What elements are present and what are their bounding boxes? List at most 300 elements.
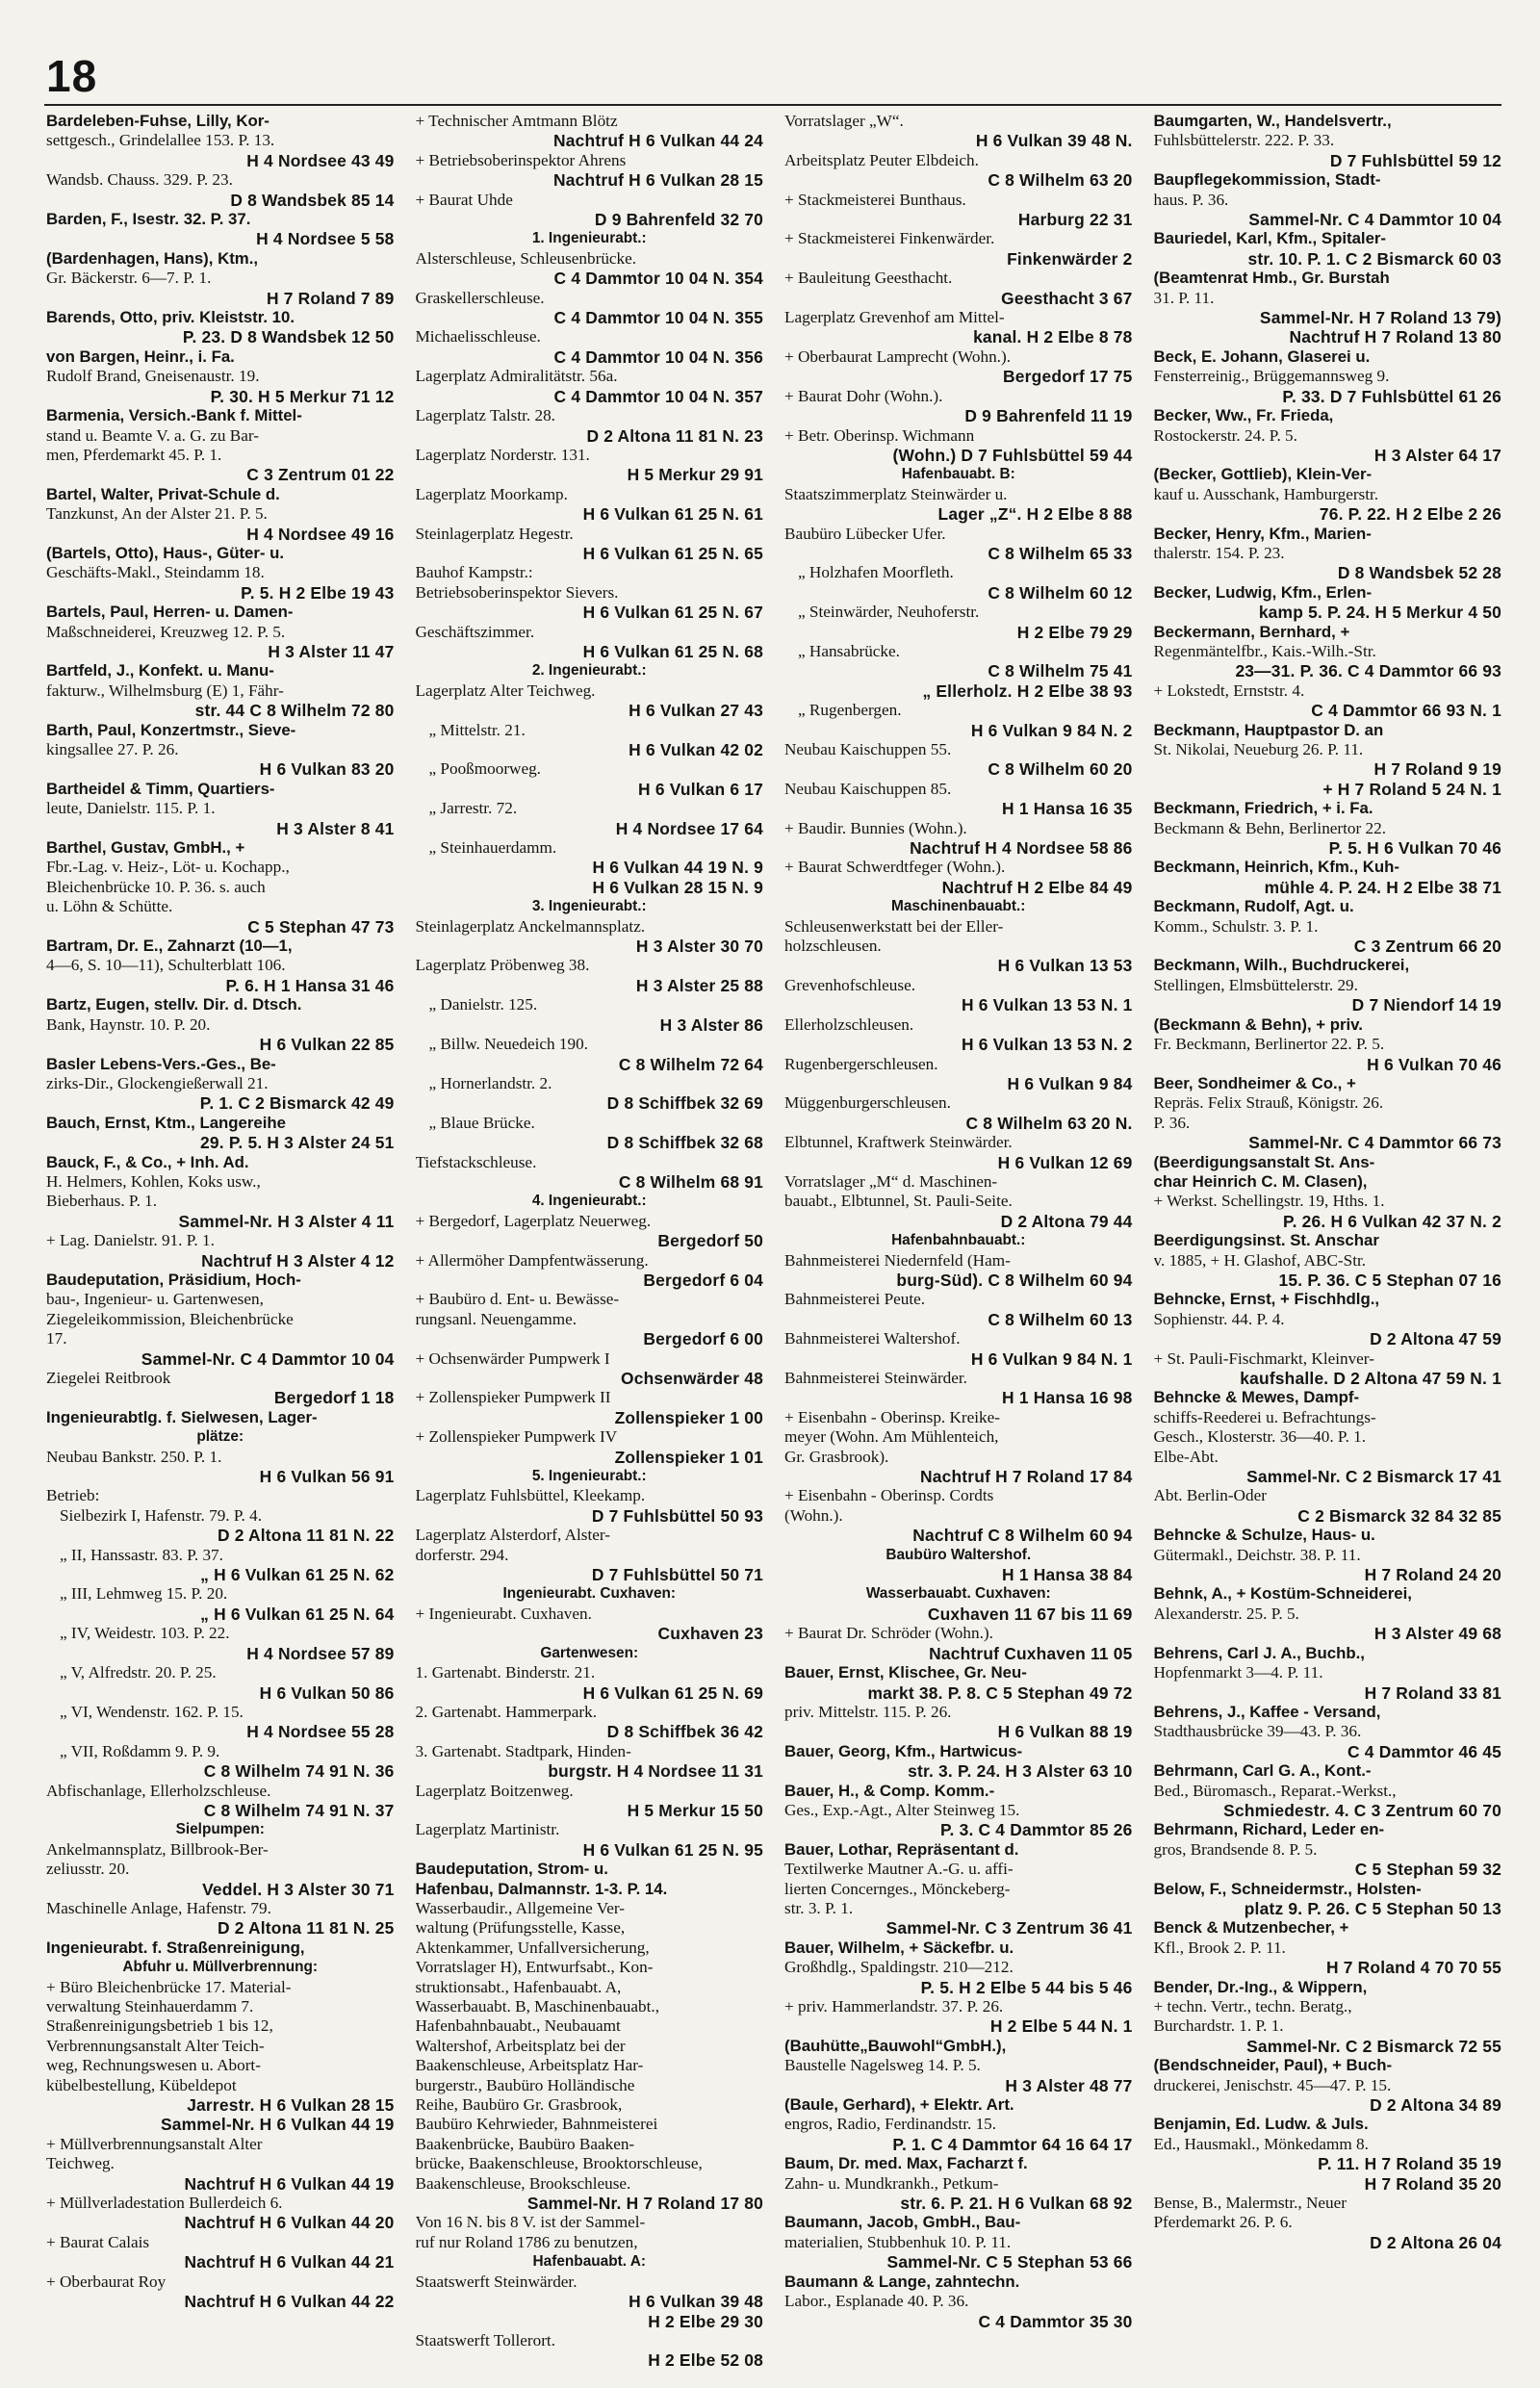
entry-heading: Beckmann, Wilh., Buchdruckerei,	[1153, 956, 1410, 975]
entry-line: + St. Pauli-Fischmarkt, Kleinver-	[1153, 1348, 1374, 1368]
phone-number: H 6 Vulkan 39 48	[629, 2292, 763, 2312]
phone-number: H 6 Vulkan 61 25 N. 65	[582, 543, 763, 563]
phone-number: C 5 Stephan 47 73	[247, 916, 395, 937]
entry-heading: Beck, E. Johann, Glaserei u.	[1153, 347, 1371, 366]
phone-number: H 6 Vulkan 13 53	[997, 956, 1133, 976]
entry-line: Beckmann & Behn, Berlinertor 22.	[1153, 818, 1387, 837]
entry-heading: Barmenia, Versich.-Bank f. Mittel-	[46, 406, 302, 425]
entry-line: Alexanderstr. 25. P. 5.	[1153, 1604, 1299, 1623]
entry-line: Ziegelei Reitbrook	[46, 1369, 171, 1387]
phone-number: Veddel. H 3 Alster 30 71	[202, 1879, 395, 1899]
entry-line: Tanzkunst, An der Alster 21. P. 5.	[46, 504, 268, 524]
entry-line: Graskellerschleuse.	[415, 288, 545, 307]
entry-heading: Basler Lebens-Vers.-Ges., Be-	[46, 1054, 276, 1073]
phone-number: Nachtruf H 7 Roland 13 80	[1289, 327, 1502, 347]
section-heading: 4. Ingenieurabt.:	[531, 1193, 647, 1210]
entry-line: Müggenburgerschleusen.	[784, 1093, 951, 1113]
entry-heading: Beer, Sondheimer & Co., +	[1153, 1073, 1356, 1092]
entry-line: materialien, Stubbenhuk 10. P. 11.	[784, 2232, 1012, 2251]
phone-number: C 8 Wilhelm 72 64	[618, 1054, 763, 1074]
entry-line: + Büro Bleichenbrücke 17. Material-	[46, 1977, 292, 1996]
entry-heading: char Heinrich C. M. Clasen),	[1153, 1171, 1368, 1191]
phone-number: H 4 Nordsee 5 58	[256, 229, 395, 249]
phone-number: Nachtruf H 6 Vulkan 44 19	[184, 2173, 395, 2194]
entry-heading: Ingenieurabtlg. f. Sielwesen, Lager-	[46, 1407, 318, 1426]
entry-line: Ankelmannsplatz, Billbrook-Ber-	[46, 1839, 269, 1859]
entry-line: Regenmäntelfbr., Kais.-Wilh.-Str.	[1153, 641, 1376, 660]
entry-line: + Stackmeisterei Bunthaus.	[784, 190, 966, 209]
entry-line: + Eisenbahn - Oberinsp. Cordts	[784, 1486, 994, 1505]
phone-number: H 4 Nordsee 17 64	[615, 818, 763, 838]
entry-line: Rostockerstr. 24. P. 5.	[1153, 425, 1297, 445]
entry-line: Gesch., Klosterstr. 36—40. P. 1.	[1153, 1427, 1367, 1447]
phone-number: Sammel-Nr. C 4 Dammtor 10 04	[141, 1348, 395, 1369]
entry-line: „ VII, Roßdamm 9. P. 9.	[60, 1741, 220, 1760]
entry-line: Rudolf Brand, Gneisenaustr. 19.	[46, 367, 260, 386]
entry-line: + Betr. Oberinsp. Wichmann	[784, 425, 975, 445]
entry-heading: Below, F., Schneidermstr., Holsten-	[1153, 1879, 1422, 1898]
phone-number: H 5 Merkur 15 50	[627, 1800, 763, 1820]
phone-number: Zollenspieker 1 00	[614, 1407, 763, 1427]
entry-line: Bahnmeisterei Waltershof.	[784, 1329, 961, 1348]
entry-line: Bense, B., Malermstr., Neuer	[1153, 2194, 1347, 2213]
phone-number: Nachtruf H 6 Vulkan 44 21	[184, 2252, 395, 2272]
column-3	[784, 112, 1133, 2374]
section-heading: plätze:	[196, 1428, 244, 1446]
entry-line: Teichweg.	[46, 2154, 115, 2173]
entry-line: + Oberbaurat Lamprecht (Wohn.).	[784, 347, 1011, 366]
entry-heading: Bauer, Wilhelm, + Säckefbr. u.	[784, 1938, 1014, 1957]
section-heading: Wasserbauabt. Cuxhaven:	[865, 1585, 1051, 1603]
phone-number: Bergedorf 6 00	[643, 1329, 763, 1349]
column-2	[416, 112, 764, 2374]
entry-line: Steinlagerplatz Anckelmannsplatz.	[415, 916, 646, 936]
section-heading: Abfuhr u. Müllverbrennung:	[122, 1959, 319, 1976]
entry-line: Baakenschleuse, Brookschleuse.	[415, 2173, 631, 2193]
phone-number: H 4 Nordsee 57 89	[246, 1643, 395, 1663]
phone-number: str. 3. P. 24. H 3 Alster 63 10	[908, 1761, 1133, 1782]
entry-heading: Bender, Dr.-Ing., & Wippern,	[1153, 1977, 1368, 1996]
entry-line: meyer (Wohn. Am Mühlenteich,	[784, 1427, 999, 1447]
phone-number: H 7 Roland 24 20	[1364, 1565, 1502, 1585]
entry-line: Lagerplatz Boitzenweg.	[415, 1781, 574, 1800]
section-heading: Hafenbauabt. B:	[901, 466, 1015, 483]
entry-line: + Ingenieurabt. Cuxhaven.	[415, 1604, 592, 1623]
entry-heading: Barden, F., Isestr. 32. P. 37.	[46, 210, 251, 229]
entry-line: Abfischanlage, Ellerholzschleuse.	[46, 1781, 271, 1800]
phone-number: H 6 Vulkan 61 25 N. 95	[582, 1839, 763, 1860]
entry-line: + Müllverbrennungsanstalt Alter	[46, 2134, 263, 2153]
phone-number: C 4 Dammtor 10 04 N. 357	[553, 386, 763, 406]
entry-heading: Bauer, H., & Comp. Komm.-	[784, 1781, 995, 1800]
entry-heading: (Bendschneider, Paul), + Buch-	[1153, 2056, 1393, 2075]
entry-line: fakturw., Wilhelmsburg (E) 1, Fähr-	[46, 680, 284, 700]
section-heading: Maschinenbauabt.:	[891, 898, 1026, 915]
entry-line: holzschleusen.	[784, 937, 882, 956]
entry-line: druckerei, Jenischstr. 45—47. P. 15.	[1153, 2075, 1392, 2094]
entry-line: „ Steinwärder, Neuhoferstr.	[798, 603, 980, 622]
entry-line: 3. Gartenabt. Stadtpark, Hinden-	[415, 1741, 631, 1760]
entry-line: Lagerplatz Admiralitätstr. 56a.	[415, 367, 618, 386]
section-heading: 5. Ingenieurabt.:	[531, 1468, 647, 1485]
phone-number: C 8 Wilhelm 65 33	[988, 543, 1133, 563]
entry-line: Komm., Schulstr. 3. P. 1.	[1153, 916, 1319, 936]
entry-line: „ Jarrestr. 72.	[428, 799, 518, 818]
phone-number: Sammel-Nr. H 3 Alster 4 11	[178, 1211, 395, 1231]
entry-line: Staatswerft Tollerort.	[415, 2330, 555, 2349]
entry-line: Lagerplatz Pröbenweg 38.	[415, 956, 590, 975]
phone-number: H 6 Vulkan 61 25 N. 67	[582, 603, 763, 623]
phone-number: D 7 Fuhlsbüttel 50 93	[591, 1505, 763, 1526]
phone-number: H 2 Elbe 5 44 N. 1	[989, 2016, 1133, 2037]
entry-line: Ges., Exp.-Agt., Alter Steinweg 15.	[784, 1800, 1020, 1819]
entry-line: brücke, Baakenschleuse, Brooktorschleuse,	[415, 2154, 703, 2173]
entry-line: „ Blaue Brücke.	[428, 1113, 535, 1132]
entry-line: gros, Brandsende 8. P. 5.	[1153, 1839, 1318, 1859]
entry-heading: Ingenieurabt. f. Straßenreinigung,	[46, 1938, 305, 1957]
phone-number: Sammel-Nr. C 4 Dammtor 66 73	[1248, 1133, 1502, 1153]
entry-line: „ Pooßmoorweg.	[428, 759, 541, 779]
phone-number: kamp 5. P. 24. H 5 Merkur 4 50	[1258, 603, 1502, 623]
phone-number: D 2 Altona 11 81 N. 23	[586, 425, 763, 446]
phone-number: Nachtruf H 2 Elbe 84 49	[941, 877, 1133, 897]
entry-heading: Bauriedel, Karl, Kfm., Spitaler-	[1153, 229, 1387, 248]
entry-line: Pferdemarkt 26. P. 6.	[1153, 2213, 1293, 2232]
entry-line: Ed., Hausmakl., Mönkedamm 8.	[1153, 2134, 1369, 2153]
entry-line: Arbeitsplatz Peuter Elbdeich.	[784, 150, 979, 169]
entry-line: Lagerplatz Alsterdorf, Alster-	[415, 1526, 610, 1545]
phone-number: Nachtruf H 6 Vulkan 44 20	[184, 2213, 395, 2233]
phone-number: C 8 Wilhelm 75 41	[988, 661, 1133, 681]
section-heading: 3. Ingenieurabt.:	[531, 898, 647, 915]
entry-line: Betrieb:	[46, 1486, 100, 1505]
entry-line: „ IV, Weidestr. 103. P. 22.	[60, 1624, 230, 1643]
entry-line: Maschinelle Anlage, Hafenstr. 79.	[46, 1898, 271, 1917]
phone-number: D 2 Altona 26 04	[1370, 2232, 1502, 2252]
section-heading: Sielpumpen:	[175, 1821, 265, 1838]
entry-line: 1. Gartenabt. Binderstr. 21.	[415, 1663, 596, 1682]
entry-line: Bieberhaus. P. 1.	[46, 1192, 158, 1211]
entry-heading: Bartfeld, J., Konfekt. u. Manu-	[46, 661, 274, 680]
entry-line: „ Holzhafen Moorfleth.	[798, 563, 954, 582]
phone-number: D 2 Altona 34 89	[1370, 2095, 1502, 2116]
entry-heading: Bauck, F., & Co., + Inh. Ad.	[46, 1152, 249, 1171]
entry-heading: (Beerdigungsanstalt St. Ans-	[1153, 1152, 1375, 1171]
phone-number: D 8 Schiffbek 36 42	[606, 1722, 763, 1742]
phone-number: H 6 Vulkan 13 53 N. 2	[961, 1035, 1133, 1055]
entry-line: + Baudir. Bunnies (Wohn.).	[784, 818, 967, 837]
entry-line: settgesch., Grindelallee 153. P. 13.	[46, 131, 275, 150]
phone-number: D 8 Schiffbek 32 68	[606, 1133, 763, 1153]
entry-line: Baubüro Kehrwieder, Bahnmeisterei	[415, 2115, 658, 2134]
entry-heading: Baumann, Jacob, GmbH., Bau-	[784, 2213, 1021, 2232]
entry-line: + Baurat Dr. Schröder (Wohn.).	[784, 1624, 993, 1643]
phone-number: D 8 Wandsbek 85 14	[230, 190, 395, 210]
entry-heading: Beckmann, Hauptpastor D. an	[1153, 720, 1384, 739]
phone-number: H 6 Vulkan 61 25 N. 69	[582, 1682, 763, 1703]
entry-heading: Becker, Henry, Kfm., Marien-	[1153, 524, 1372, 543]
entry-heading: Beerdigungsinst. St. Anschar	[1153, 1231, 1379, 1250]
entry-line: Bahnmeisterei Peute.	[784, 1290, 926, 1309]
header-rule	[44, 104, 1502, 106]
phone-number: Zollenspieker 1 01	[614, 1447, 763, 1467]
entry-line: Stellingen, Elmsbüttelerstr. 29.	[1153, 975, 1358, 994]
entry-line: Grevenhofschleuse.	[784, 975, 916, 994]
column-1	[46, 112, 395, 2374]
entry-line: + Allermöher Dampfentwässerung.	[415, 1250, 649, 1270]
entry-heading: (Bauhütte„Bauwohl“GmbH.),	[784, 2036, 1007, 2055]
phone-number: H 6 Vulkan 61 25 N. 61	[582, 504, 763, 525]
phone-number: D 7 Fuhlsbüttel 59 12	[1329, 150, 1502, 170]
phone-number: C 4 Dammtor 35 30	[978, 2311, 1133, 2331]
entry-line: Wandsb. Chauss. 329. P. 23.	[46, 170, 233, 190]
entry-line: „ Rugenbergen.	[798, 701, 902, 720]
entry-line: zirks-Dir., Glockengießerwall 21.	[46, 1073, 269, 1092]
phone-number: Nachtruf H 6 Vulkan 44 22	[184, 2292, 395, 2312]
phone-number: markt 38. P. 8. C 5 Stephan 49 72	[867, 1682, 1133, 1703]
entry-line: Kfl., Brook 2. P. 11.	[1153, 1938, 1286, 1957]
phone-number: H 3 Alster 48 77	[1005, 2075, 1133, 2095]
entry-line: bau-, Ingenieur- u. Gartenwesen,	[46, 1290, 264, 1309]
entry-line: Elbtunnel, Kraftwerk Steinwärder.	[784, 1133, 1013, 1152]
phone-number: H 6 Vulkan 27 43	[629, 701, 763, 721]
phone-number: H 6 Vulkan 12 69	[997, 1152, 1133, 1172]
phone-number: D 9 Bahrenfeld 32 70	[594, 210, 763, 230]
phone-number: kaufshalle. D 2 Altona 47 59 N. 1	[1240, 1369, 1502, 1388]
entry-line: + priv. Hammerlandstr. 37. P. 26.	[784, 1997, 1004, 2016]
phone-number: C 4 Dammtor 46 45	[1348, 1741, 1502, 1761]
phone-number: H 1 Hansa 16 98	[1002, 1388, 1133, 1408]
section-heading: 2. Ingenieurabt.:	[531, 662, 647, 680]
phone-number: H 7 Roland 9 19	[1373, 759, 1502, 780]
phone-number: H 6 Vulkan 42 02	[629, 740, 763, 759]
entry-line: P. 36.	[1153, 1113, 1191, 1132]
phone-number: Nachtruf H 4 Nordsee 58 86	[910, 838, 1133, 859]
phone-number: Nachtruf H 7 Roland 17 84	[919, 1467, 1133, 1487]
phone-number: Bergedorf 6 04	[643, 1270, 763, 1290]
phone-number: Sammel-Nr. C 5 Stephan 53 66	[886, 2252, 1133, 2272]
entry-line: Neubau Kaischuppen 55.	[784, 740, 952, 758]
entry-heading: Bartz, Eugen, stellv. Dir. d. Dtsch.	[46, 995, 302, 1014]
phone-number: C 8 Wilhelm 60 20	[988, 759, 1133, 780]
entry-heading: Behrmann, Richard, Leder en-	[1153, 1820, 1385, 1839]
entry-line: + Technischer Amtmann Blötz	[415, 112, 618, 130]
phone-number: Bergedorf 1 18	[273, 1388, 395, 1408]
entry-heading: Behrens, J., Kaffee - Versand,	[1153, 1702, 1381, 1721]
phone-number: C 8 Wilhelm 60 12	[988, 582, 1133, 603]
section-heading: 1. Ingenieurabt.:	[531, 230, 647, 247]
entry-line: weg, Rechnungswesen u. Abort-	[46, 2056, 261, 2075]
entry-heading: (Baule, Gerhard), + Elektr. Art.	[784, 2095, 1014, 2115]
entry-heading: Bartheidel & Timm, Quartiers-	[46, 779, 275, 798]
phone-number: Bergedorf 17 75	[1003, 367, 1133, 387]
entry-heading: Benjamin, Ed. Ludw. & Juls.	[1153, 2115, 1369, 2134]
entry-heading: Becker, Ludwig, Kfm., Erlen-	[1153, 582, 1373, 602]
phone-number: 29. P. 5. H 3 Alster 24 51	[200, 1133, 395, 1153]
phone-number: H 6 Vulkan 50 86	[259, 1682, 395, 1703]
phone-number: C 8 Wilhelm 63 20 N.	[965, 1113, 1133, 1133]
entry-heading: Bauer, Georg, Kfm., Hartwicus-	[784, 1741, 1023, 1760]
phone-number: P. 6. H 1 Hansa 31 46	[225, 975, 395, 995]
entry-line: Wasserbauabt. B, Maschinenbauabt.,	[415, 1997, 659, 2016]
entry-heading: (Becker, Gottlieb), Klein-Ver-	[1153, 465, 1373, 484]
entry-heading: (Beamtenrat Hmb., Gr. Burstah	[1153, 269, 1390, 288]
entry-line: Textilwerke Mautner A.-G. u. affi-	[784, 1860, 1014, 1879]
entry-line: thalerstr. 154. P. 23.	[1153, 543, 1285, 562]
entry-line: rungsanl. Neuengamme.	[415, 1309, 578, 1328]
entry-line: Lagerplatz Martinistr.	[415, 1820, 560, 1839]
entry-heading: Baudeputation, Strom- u.	[415, 1860, 608, 1879]
entry-line: 31. P. 11.	[1153, 288, 1215, 307]
section-heading: Hafenbahnbauabt.:	[891, 1232, 1026, 1249]
phone-number: Bergedorf 50	[657, 1231, 763, 1251]
phone-number: H 6 Vulkan 22 85	[259, 1035, 395, 1055]
phone-number: C 8 Wilhelm 68 91	[618, 1171, 763, 1192]
entry-line: Geschäfts-Makl., Steindamm 18.	[46, 563, 265, 582]
entry-line: verwaltung Steinhauerdamm 7.	[46, 1997, 254, 2016]
entry-line: priv. Mittelstr. 115. P. 26.	[784, 1702, 952, 1721]
phone-number: Nachtruf H 3 Alster 4 12	[201, 1250, 395, 1271]
phone-number: Nachtruf C 8 Wilhelm 60 94	[912, 1526, 1133, 1546]
phone-number: + H 7 Roland 5 24 N. 1	[1322, 779, 1502, 799]
entry-line: Michaelisschleuse.	[415, 327, 541, 347]
entry-line: Baustelle Nagelsweg 14. P. 5.	[784, 2056, 981, 2075]
entry-line: + Lokstedt, Ernststr. 4.	[1153, 680, 1305, 700]
entry-line: Maßschneiderei, Kreuzweg 12. P. 5.	[46, 622, 286, 641]
phone-number: H 3 Alster 8 41	[276, 818, 395, 838]
phone-number: Nachtruf H 6 Vulkan 28 15	[553, 170, 763, 191]
entry-line: „ Hornerlandstr. 2.	[428, 1073, 552, 1092]
entry-line: St. Nikolai, Neueburg 26. P. 11.	[1153, 740, 1364, 758]
entry-line: + Zollenspieker Pumpwerk IV	[415, 1427, 618, 1447]
entry-line: Hopfenmarkt 3—4. P. 11.	[1153, 1663, 1323, 1682]
entry-heading: Bauer, Lothar, Repräsentant d.	[784, 1839, 1019, 1859]
phone-number: C 4 Dammtor 10 04 N. 356	[553, 347, 763, 367]
entry-heading: Beckermann, Bernhard, +	[1153, 622, 1350, 641]
phone-number: Cuxhaven 11 67 bis 11 69	[927, 1604, 1133, 1624]
entry-line: Sielbezirk I, Hafenstr. 79. P. 4.	[60, 1505, 263, 1525]
phone-number: C 8 Wilhelm 74 91 N. 36	[203, 1761, 395, 1782]
phone-number: D 2 Altona 47 59	[1370, 1329, 1502, 1349]
entry-line: kauf u. Ausschank, Hamburgerstr.	[1153, 484, 1379, 503]
phone-number: H 5 Merkur 29 91	[627, 465, 763, 485]
phone-number: H 6 Vulkan 9 84 N. 1	[970, 1348, 1133, 1369]
entry-line: + Werkst. Schellingstr. 19, Hths. 1.	[1153, 1192, 1385, 1211]
entry-heading: (Beckmann & Behn), + priv.	[1153, 1014, 1363, 1034]
entry-line: (Wohn.).	[784, 1505, 843, 1525]
entry-heading: Beckmann, Friedrich, + i. Fa.	[1153, 799, 1373, 818]
phone-number: Sammel-Nr. C 2 Bismarck 17 41	[1246, 1467, 1502, 1487]
entry-line: Vorratslager „M“ d. Maschinen-	[784, 1171, 998, 1191]
entry-heading: Bardeleben-Fuhse, Lilly, Kor-	[46, 112, 270, 130]
entry-line: Lagerplatz Alter Teichweg.	[415, 680, 596, 700]
entry-heading: Behncke & Schulze, Haus- u.	[1153, 1526, 1375, 1545]
entry-line: „ II, Hanssastr. 83. P. 37.	[60, 1545, 223, 1564]
entry-line: Lagerplatz Moorkamp.	[415, 484, 568, 503]
entry-line: Lagerplatz Fuhlsbüttel, Kleekamp.	[415, 1486, 646, 1505]
entry-line: „ Billw. Neuedeich 190.	[428, 1035, 588, 1054]
entry-line: + Baurat Calais	[46, 2232, 150, 2251]
entry-heading: Behnk, A., + Kostüm-Schneiderei,	[1153, 1584, 1412, 1604]
entry-heading: Beckmann, Heinrich, Kfm., Kuh-	[1153, 858, 1399, 877]
entry-line: Zahn- u. Mundkrankh., Petkum-	[784, 2173, 999, 2193]
entry-line: ruf nur Roland 1786 zu benutzen,	[415, 2232, 638, 2251]
entry-line: Lagerplatz Talstr. 28.	[415, 406, 555, 425]
phone-number: H 3 Alster 64 17	[1373, 445, 1502, 465]
entry-line: Straßenreinigungsbetrieb 1 bis 12,	[46, 2016, 273, 2036]
entry-line: „ Hansabrücke.	[798, 641, 900, 660]
entry-line: Burchardstr. 1. P. 1.	[1153, 2016, 1284, 2036]
phone-number: C 4 Dammtor 10 04 N. 354	[553, 269, 763, 289]
entry-heading: Barthel, Gustav, GmbH., +	[46, 838, 245, 858]
phone-number: C 8 Wilhelm 63 20	[988, 170, 1133, 191]
entry-line: Ellerholzschleusen.	[784, 1014, 914, 1034]
phone-number: P. 5. H 6 Vulkan 70 46	[1328, 838, 1502, 859]
phone-number: „ H 6 Vulkan 61 25 N. 62	[200, 1565, 395, 1585]
entry-line: Neubau Kaischuppen 85.	[784, 779, 952, 798]
entry-line: + Müllverladestation Bullerdeich 6.	[46, 2194, 283, 2213]
entry-line: + Ochsenwärder Pumpwerk I	[415, 1348, 610, 1368]
phone-number: P. 3. C 4 Dammtor 85 26	[939, 1820, 1133, 1840]
entry-line: „ Danielstr. 125.	[428, 995, 538, 1014]
phone-number: D 2 Altona 11 81 N. 22	[217, 1526, 395, 1546]
entry-line: Fuhlsbüttelerstr. 222. P. 33.	[1153, 131, 1335, 150]
entry-line: Gütermakl., Deichstr. 38. P. 11.	[1153, 1545, 1361, 1564]
phone-number: H 6 Vulkan 13 53 N. 1	[961, 995, 1133, 1015]
section-heading: Gartenwesen:	[540, 1644, 639, 1661]
phone-number: P. 26. H 6 Vulkan 42 37 N. 2	[1283, 1211, 1502, 1231]
entry-line: Bahnmeisterei Niedernfeld (Ham-	[784, 1250, 1011, 1270]
phone-number: C 4 Dammtor 66 93 N. 1	[1311, 701, 1502, 721]
phone-number: H 3 Alster 11 47	[268, 641, 395, 661]
entry-line: Ziegeleikommission, Bleichenbrücke	[46, 1309, 294, 1328]
phone-number: H 4 Nordsee 55 28	[246, 1722, 395, 1742]
phone-number: C 3 Zentrum 66 20	[1353, 937, 1502, 957]
phone-number: str. 6. P. 21. H 6 Vulkan 68 92	[900, 2194, 1133, 2214]
phone-number: kanal. H 2 Elbe 8 78	[973, 327, 1133, 347]
entry-line: Lagerplatz Grevenhof am Mittel-	[784, 308, 1005, 327]
phone-number: Harburg 22 31	[1017, 210, 1133, 230]
entry-line: Labor., Esplanade 40. P. 36.	[784, 2292, 969, 2311]
phone-number: H 3 Alster 86	[659, 1014, 763, 1035]
entry-line: Großhdlg., Spaldingstr. 210—212.	[784, 1958, 1014, 1977]
phone-number: Sammel-Nr. C 2 Bismarck 72 55	[1246, 2036, 1502, 2056]
phone-number: H 7 Roland 7 89	[266, 288, 395, 308]
entry-line: Schleusenwerkstatt bei der Eller-	[784, 916, 1004, 936]
entry-line: stand u. Beamte V. a. G. zu Bar-	[46, 425, 259, 445]
entry-line: + techn. Vertr., techn. Beratg.,	[1153, 1997, 1352, 2016]
entry-line: „ V, Alfredstr. 20. P. 25.	[60, 1663, 217, 1682]
entry-heading: Barends, Otto, priv. Kleiststr. 10.	[46, 308, 295, 327]
entry-line: „ Steinhauerdamm.	[428, 838, 557, 858]
phone-number: D 8 Schiffbek 32 69	[606, 1093, 763, 1114]
phone-number: H 6 Vulkan 44 19 N. 9	[592, 858, 763, 878]
entry-line: 4—6, S. 10—11), Schulterblatt 106.	[46, 956, 286, 975]
entry-line: haus. P. 36.	[1153, 190, 1229, 209]
phone-number: D 2 Altona 11 81 N. 25	[217, 1918, 395, 1939]
phone-number: C 5 Stephan 59 32	[1354, 1860, 1502, 1880]
entry-line: men, Pferdemarkt 45. P. 1.	[46, 445, 222, 464]
phone-number: H 1 Hansa 38 84	[1002, 1565, 1133, 1585]
entry-line: „ III, Lehmweg 15. P. 20.	[60, 1584, 228, 1604]
phone-number: H 7 Roland 4 70 70 55	[1325, 1958, 1502, 1978]
entry-line: engros, Radio, Ferdinandstr. 15.	[784, 2115, 997, 2134]
phone-number: H 2 Elbe 79 29	[1016, 622, 1133, 642]
phone-number: 76. P. 22. H 2 Elbe 2 26	[1319, 504, 1502, 525]
entry-line: + Bergedorf, Lagerplatz Neuerweg.	[415, 1211, 652, 1230]
entry-line: waltung (Prüfungsstelle, Kasse,	[415, 1918, 626, 1938]
phone-number: P. 5. H 2 Elbe 5 44 bis 5 46	[920, 1977, 1133, 1997]
